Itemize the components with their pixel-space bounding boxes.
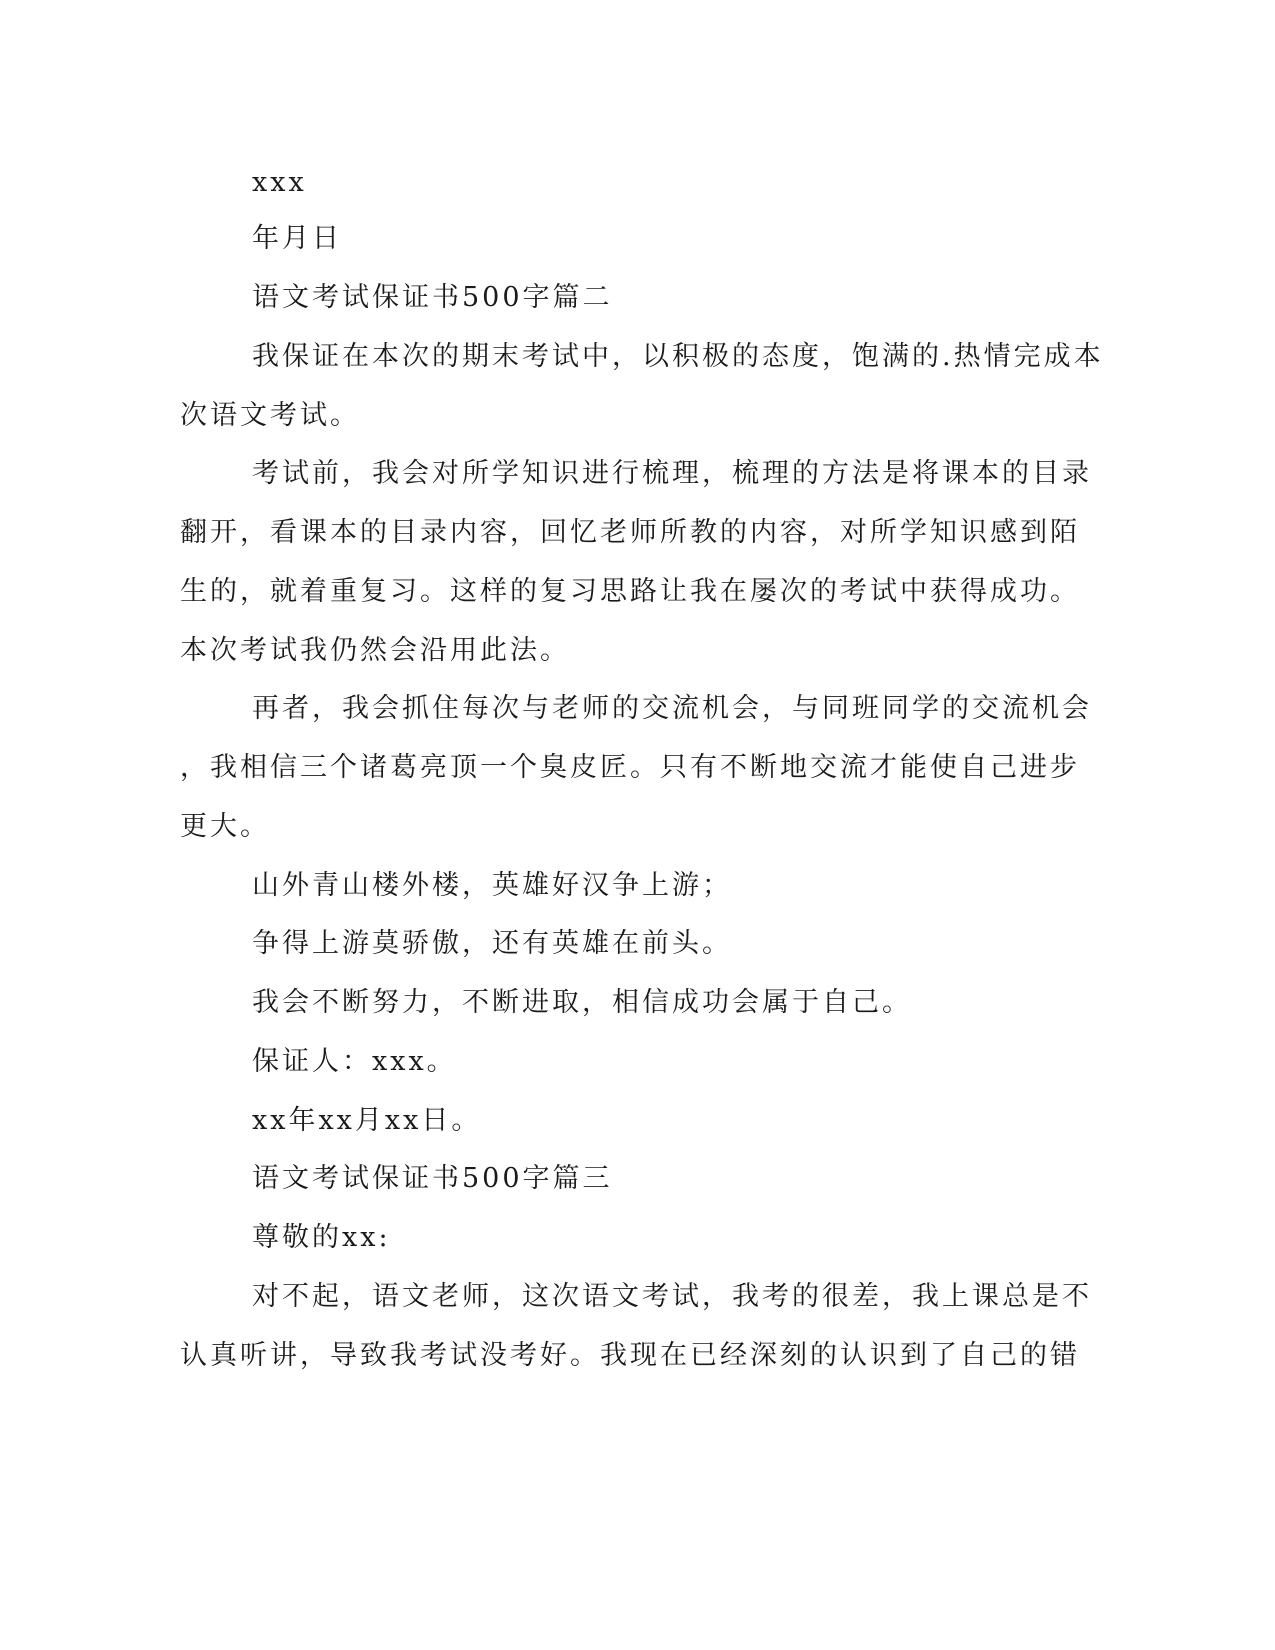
- paragraph-line: 我保证在本次的期末考试中，以积极的态度，饱满的.热情完成本: [252, 341, 1104, 372]
- signature-name: xxx: [252, 167, 307, 198]
- paragraph-line: 考试前，我会对所学知识进行梳理，梳理的方法是将课本的目录: [252, 458, 1092, 489]
- paragraph-line: 本次考试我仍然会沿用此法。: [180, 635, 570, 666]
- salutation: 尊敬的xx:: [252, 1222, 391, 1253]
- paragraph-line: ，我相信三个诸葛亮顶一个臭皮匠。只有不断地交流才能使自己进步: [180, 752, 1080, 783]
- date-line: xx年xx月xx日。: [252, 1105, 482, 1136]
- paragraph-line: 再者，我会抓住每次与老师的交流机会，与同班同学的交流机会: [252, 693, 1092, 724]
- poem-line: 山外青山楼外楼，英雄好汉争上游；: [252, 870, 732, 901]
- guarantor-line: 保证人：xxx。: [252, 1046, 457, 1077]
- poem-line: 争得上游莫骄傲，还有英雄在前头。: [252, 928, 732, 959]
- paragraph-line: 我会不断努力，不断进取，相信成功会属于自己。: [252, 987, 912, 1018]
- section-heading-3: 语文考试保证书500字篇三: [252, 1163, 613, 1194]
- signature-date: 年月日: [252, 223, 342, 254]
- paragraph-line: 次语文考试。: [180, 400, 360, 431]
- section-heading-2: 语文考试保证书500字篇二: [252, 282, 613, 313]
- paragraph-line: 认真听讲，导致我考试没考好。我现在已经深刻的认识到了自己的错: [180, 1340, 1080, 1371]
- paragraph-line: 对不起，语文老师，这次语文考试，我考的很差，我上课总是不: [252, 1281, 1092, 1312]
- paragraph-line: 更大。: [180, 811, 270, 842]
- paragraph-line: 生的，就着重复习。这样的复习思路让我在屡次的考试中获得成功。: [180, 576, 1080, 607]
- paragraph-line: 翻开，看课本的目录内容，回忆老师所教的内容，对所学知识感到陌: [180, 517, 1080, 548]
